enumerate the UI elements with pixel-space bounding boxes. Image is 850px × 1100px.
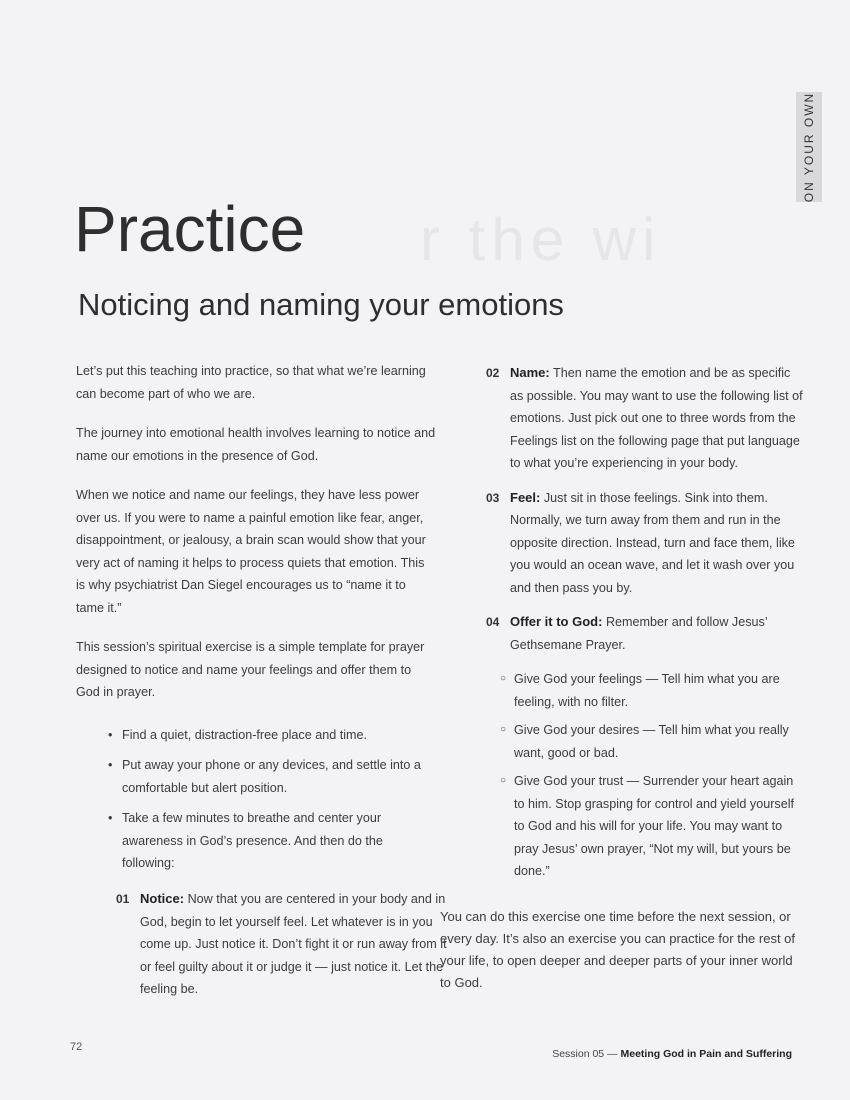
running-footer <box>552 1048 792 1060</box>
step-number: 01 <box>116 892 130 906</box>
footer-session: Session 05 — <box>552 1048 618 1060</box>
step-notice <box>116 888 450 1001</box>
circle-bullet-icon: ○ <box>500 775 507 786</box>
step-offer <box>486 611 804 656</box>
closing-paragraph: You can do this exercise one time before the next session, or every day. It’s also an exercise you can practice for the rest of your life, to open deeper and deeper parts of your inner world to God. <box>440 909 796 990</box>
list-item: ○ Give God your desires — Tell him what you really want, good or bad. <box>500 719 804 764</box>
list-item: ○ Give God your feelings — Tell him what you are feeling, with no filter. <box>500 668 804 713</box>
circle-bullet-icon: ○ <box>500 673 507 684</box>
page-title: Practice <box>74 193 306 265</box>
step-heading: Offer it to God: <box>510 614 603 629</box>
section-tab-label: ON YOUR OWN <box>802 91 817 203</box>
step-number: 03 <box>486 490 500 505</box>
list-item: • Find a quiet, distraction-free place and time. <box>108 724 436 747</box>
naming-paragraph: When we notice and name our feelings, they have less power over us. If you were to name a painful emotion like fear, anger, disappointment, or jealousy, a brain scan would show that your very act of naming it helps to process quiets that emotion. This is why psychiatrist Dan Siegel encourages us to “name it to tame it.” <box>76 488 426 615</box>
step-text: Then name the emotion and be as specific as possible. You may want to use the following list of emotions. Just pick out one to three words from the Feelings list on the following page that put language to what you’re experiencing in your body. <box>510 366 803 470</box>
left-column <box>76 360 436 883</box>
circle-bullet-icon: ○ <box>500 724 507 735</box>
step-heading: Feel: <box>510 489 541 505</box>
footer-title: Meeting God in Pain and Suffering <box>620 1048 792 1060</box>
step-number: 04 <box>486 615 500 629</box>
list-item: ○ Give God your trust — Surrender your heart again to him. Stop grasping for control and yield yourself to God and his will for your life. You may want to pray Jesus’ own prayer, “Not my will, but yours be done.” <box>500 770 804 883</box>
exercise-paragraph: This session’s spiritual exercise is a simple template for prayer designed to notice and name your feelings and offer them to God in prayer. <box>76 640 425 699</box>
step-text: Just sit in those feelings. Sink into them. Normally, we turn away from them and run in the opposite direction. Instead, turn and face them, like you would an ocean wave, and let it wash over you and then pass you by. <box>510 490 795 595</box>
step-text: Now that you are centered in your body and in God, begin to let yourself feel. Let whatever is in you come up. Just notice it. Don’t fight it or run away from it or feel guilty about it or judge it — just notice it. Let the feeling be. <box>140 892 447 996</box>
step-text: Remember and follow Jesus’ Gethsemane Prayer. <box>510 615 768 652</box>
step-feel <box>486 487 804 600</box>
offer-list <box>500 668 804 883</box>
bullet-icon: • <box>108 811 113 825</box>
right-column <box>486 362 804 889</box>
show-through-text: r the wi <box>420 206 662 273</box>
preparation-list <box>108 724 436 875</box>
bullet-icon: • <box>108 727 113 742</box>
page-number: 72 <box>70 1041 83 1053</box>
list-item: • Put away your phone or any devices, and settle into a comfortable but alert position. <box>108 754 436 799</box>
section-tab <box>796 92 822 202</box>
bullet-icon: • <box>108 758 113 772</box>
list-item: • Take a few minutes to breathe and center your awareness in God’s presence. And then do the following: <box>108 807 436 875</box>
page-subtitle: Noticing and naming your emotions <box>78 287 564 322</box>
journey-paragraph: The journey into emotional health involves learning to notice and name our emotions in the presence of God. <box>76 426 436 463</box>
step-number: 02 <box>486 366 500 380</box>
step-heading: Notice: <box>140 891 185 906</box>
closing-block <box>440 906 800 994</box>
step-name <box>486 362 804 475</box>
intro-paragraph: Let’s put this teaching into practice, so that what we’re learning can become part of who we are. <box>76 364 426 401</box>
step-heading: Name: <box>510 365 550 380</box>
